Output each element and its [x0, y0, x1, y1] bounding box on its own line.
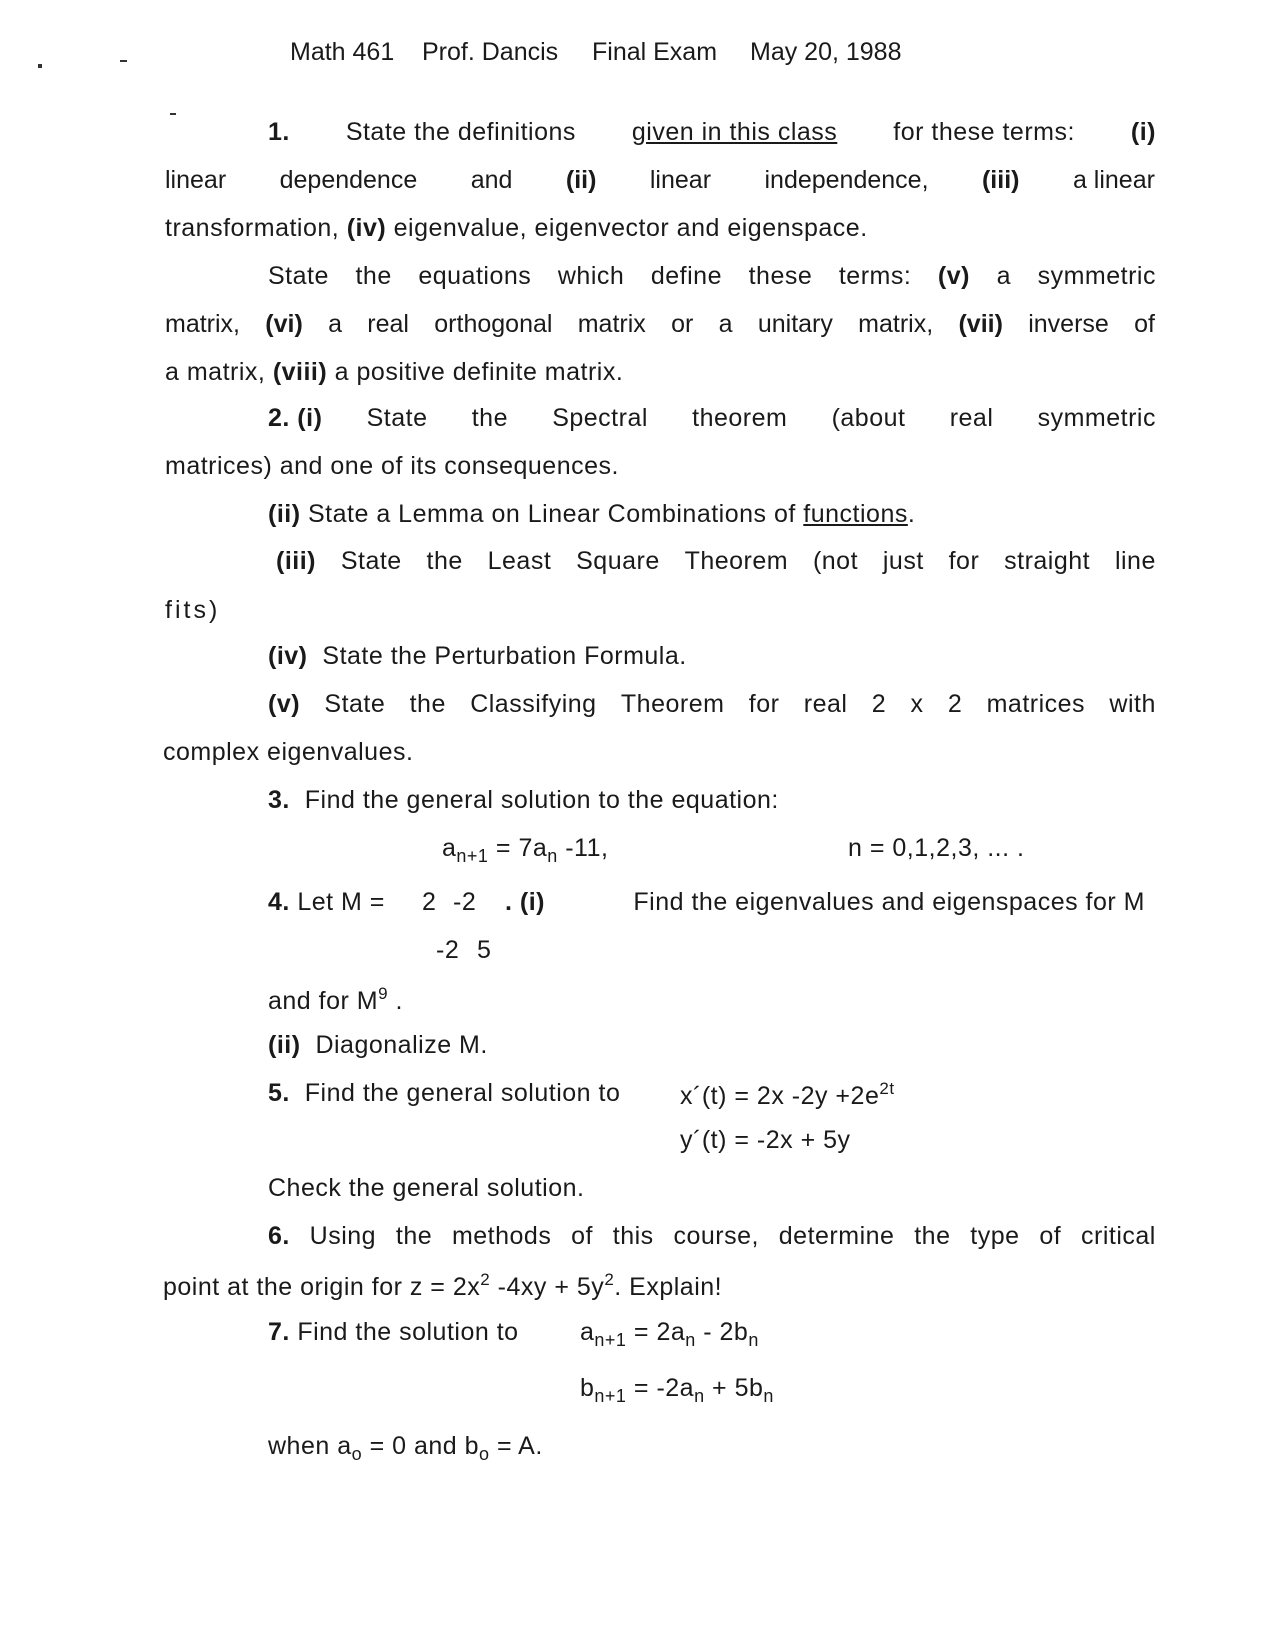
- q4-part-ii-label: (ii): [268, 1031, 301, 1059]
- q5-text: Find the general solution to: [304, 1079, 621, 1107]
- q1-line-4: [268, 262, 1156, 291]
- eq-subscript: n: [685, 1330, 696, 1350]
- eq-subscript: o: [479, 1444, 490, 1464]
- q2-part-iii: [276, 547, 1156, 576]
- eq-superscript: 2t: [879, 1079, 895, 1098]
- q5-check: Check the general solution.: [268, 1174, 585, 1202]
- word: matrix,: [858, 310, 934, 338]
- q1-line-3: [165, 214, 868, 243]
- q3-number: 3.: [268, 786, 290, 814]
- word: 2: [871, 690, 887, 718]
- q2-part-v: [268, 690, 1156, 719]
- word: these: [748, 262, 813, 290]
- matrix-m21: -2: [436, 936, 460, 964]
- q2-part-ii-label: (ii): [268, 500, 301, 528]
- scan-speck: [38, 64, 42, 68]
- eq-subscript: n+1: [456, 846, 489, 866]
- word: (not: [812, 547, 859, 575]
- q1-line-5: [165, 310, 1155, 339]
- word: line: [1114, 547, 1156, 575]
- q2-number: 2. (i): [268, 404, 323, 432]
- period: .: [395, 987, 403, 1015]
- q6-line-1: [268, 1222, 1156, 1251]
- eq-part: + 5b: [704, 1374, 764, 1402]
- word: determine: [778, 1222, 895, 1250]
- word: dependence: [279, 166, 418, 194]
- word: for: [748, 690, 780, 718]
- eq-part: -11,: [557, 834, 609, 862]
- q3-equation: [442, 834, 608, 867]
- q1-number: 1.: [268, 118, 290, 146]
- q7-equation-1: [580, 1318, 759, 1351]
- word: with: [1109, 690, 1156, 718]
- eq-subscript: n: [763, 1386, 774, 1406]
- eq-part: = -2a: [626, 1374, 695, 1402]
- word: type: [970, 1222, 1020, 1250]
- word: inverse: [1028, 310, 1109, 338]
- q4-prompt: [268, 888, 385, 917]
- word: a positive definite matrix.: [334, 358, 624, 386]
- q1-part-viii: (viii): [272, 358, 328, 386]
- q2-part-iii-cont: fits): [165, 596, 221, 624]
- q4-part-ii: [268, 1031, 488, 1060]
- word: for: [948, 547, 980, 575]
- word: equations: [418, 262, 532, 290]
- q1-part-iii: (iii): [981, 166, 1020, 194]
- word: Theorem: [620, 690, 725, 718]
- word: unitary: [757, 310, 833, 338]
- exam-date: May 20, 1988: [750, 38, 902, 66]
- word: a: [996, 262, 1011, 290]
- matrix-m12: -2: [453, 888, 477, 916]
- word: which: [557, 262, 625, 290]
- period: .: [907, 500, 916, 528]
- q7-initial-conditions: [268, 1432, 543, 1465]
- eq-part: x´(t) = 2x -2y +2e: [680, 1082, 880, 1110]
- matrix-m22: 5: [477, 936, 492, 964]
- q1-text-b: for these terms:: [893, 118, 1075, 146]
- word: Least: [487, 547, 552, 575]
- word: Classifying: [470, 690, 597, 718]
- q6-line-2: [163, 1270, 722, 1302]
- q4-and-for-text: and for M: [268, 987, 379, 1015]
- q4-part-ii-text: Diagonalize M.: [315, 1031, 488, 1059]
- eq-superscript: 2: [604, 1270, 615, 1289]
- q2-underlined-word: functions: [803, 500, 908, 528]
- q2-part-v-label: (v): [268, 690, 301, 718]
- q3-prompt: [268, 786, 779, 815]
- q1-part-i: (i): [1130, 118, 1156, 146]
- course-title: Math 461: [290, 38, 395, 66]
- word: State: [324, 690, 386, 718]
- q4-power: 9: [378, 984, 389, 1003]
- word: the: [355, 262, 392, 290]
- word: a: [328, 310, 342, 338]
- q7-number: 7.: [268, 1318, 290, 1346]
- q1-part-iv: (iv): [346, 214, 387, 242]
- eq-part: point at the origin for z = 2x: [163, 1273, 481, 1301]
- eq-part: - 2b: [695, 1318, 749, 1346]
- scan-speck: [170, 113, 176, 115]
- q2-line-1: [268, 404, 1156, 433]
- q4-let: Let M =: [297, 888, 385, 916]
- q1-line-6: [165, 358, 623, 387]
- q1-part-v: (v): [937, 262, 970, 290]
- q4-part-i: [505, 888, 1145, 917]
- q5-equation-1: [680, 1079, 895, 1111]
- eq-subscript: n: [748, 1330, 759, 1350]
- word: real: [367, 310, 409, 338]
- word: of: [571, 1222, 593, 1250]
- eq-part: . Explain!: [614, 1273, 723, 1301]
- q5-equation-2: y´(t) = -2x + 5y: [680, 1126, 851, 1154]
- q1-line-1: [268, 118, 1156, 147]
- word: 2: [947, 690, 963, 718]
- q1-underlined-phrase: given in this class: [631, 118, 838, 146]
- word: Square: [576, 547, 660, 575]
- word: eigenvalue, eigenvector and eigenspace.: [393, 214, 868, 242]
- eq-subscript: n+1: [594, 1330, 627, 1350]
- q5-number: 5.: [268, 1079, 290, 1107]
- word: symmetric: [1037, 404, 1156, 432]
- word: methods: [451, 1222, 552, 1250]
- q4-part-i-label: . (i): [505, 888, 545, 916]
- word: Theorem: [684, 547, 789, 575]
- word: symmetric: [1037, 262, 1156, 290]
- word: State: [268, 262, 329, 290]
- q3-range: n = 0,1,2,3, ... .: [848, 834, 1025, 862]
- word: x: [910, 690, 924, 718]
- q2-line-2: matrices) and one of its consequences.: [165, 452, 619, 480]
- word: the: [914, 1222, 951, 1250]
- word: critical: [1081, 1222, 1156, 1250]
- word: just: [882, 547, 924, 575]
- q6-number: 6.: [268, 1222, 290, 1250]
- word: (about: [831, 404, 906, 432]
- eq-part: a: [580, 1318, 595, 1346]
- word: a linear: [1072, 166, 1155, 194]
- q3-text: Find the general solution to the equation:: [304, 786, 779, 814]
- eq-part: b: [580, 1374, 595, 1402]
- word: and: [470, 166, 513, 194]
- q2-part-iv: [268, 642, 687, 671]
- word: or: [671, 310, 694, 338]
- word: independence,: [764, 166, 929, 194]
- eq-part: a: [442, 834, 457, 862]
- word: matrices: [986, 690, 1086, 718]
- word: of: [1134, 310, 1155, 338]
- q5-prompt: [268, 1079, 620, 1108]
- word: the: [409, 690, 446, 718]
- eq-part: when a: [268, 1432, 352, 1460]
- eq-subscript: n: [547, 846, 558, 866]
- q2-part-ii: [268, 500, 915, 529]
- eq-superscript: 2: [480, 1270, 491, 1289]
- word: a matrix,: [165, 358, 266, 386]
- eq-part: = 7a: [488, 834, 548, 862]
- q2-part-ii-text: State a Lemma on Linear Combinations of: [308, 500, 796, 528]
- q2-part-iv-text: State the Perturbation Formula.: [322, 642, 687, 670]
- word: terms:: [838, 262, 912, 290]
- word: real: [949, 404, 994, 432]
- eq-part: -4xy + 5y: [490, 1273, 605, 1301]
- professor-name: Prof. Dancis: [422, 38, 559, 66]
- word: the: [426, 547, 463, 575]
- word: course,: [673, 1222, 759, 1250]
- q1-line-2: [165, 166, 1155, 195]
- q1-part-vii: (vii): [958, 310, 1003, 338]
- eq-subscript: o: [351, 1444, 363, 1464]
- word: matrix,: [165, 310, 240, 338]
- eq-subscript: n+1: [594, 1386, 627, 1406]
- eq-part: = 0 and b: [362, 1432, 480, 1460]
- word: State: [340, 547, 402, 575]
- q2-part-v-cont: complex eigenvalues.: [163, 738, 414, 766]
- q7-prompt: [268, 1318, 519, 1347]
- word: State: [366, 404, 428, 432]
- q2-part-iv-label: (iv): [268, 642, 308, 670]
- word: the: [395, 1222, 433, 1250]
- scan-speck: [120, 60, 127, 62]
- word: straight: [1004, 547, 1091, 575]
- word: Spectral: [552, 404, 648, 432]
- q7-equation-2: [580, 1374, 774, 1407]
- word: real: [803, 690, 848, 718]
- word: of: [1039, 1222, 1062, 1250]
- word: linear: [165, 166, 227, 194]
- q1-text-a: State the definitions: [345, 118, 576, 146]
- q1-part-vi: (vi): [265, 310, 303, 338]
- word: the: [471, 404, 508, 432]
- word: a: [718, 310, 733, 338]
- word: linear: [649, 166, 712, 194]
- word: orthogonal: [434, 310, 553, 338]
- word: define: [650, 262, 722, 290]
- q4-and-for: [268, 984, 403, 1016]
- word: theorem: [692, 404, 788, 432]
- q1-part-ii: (ii): [565, 166, 597, 194]
- word: this: [612, 1222, 654, 1250]
- eq-subscript: n: [694, 1386, 705, 1406]
- word: transformation,: [165, 214, 340, 242]
- eq-part: = A.: [489, 1432, 543, 1460]
- matrix-m11: 2: [422, 888, 437, 916]
- q2-part-iii-label: (iii): [276, 547, 316, 575]
- q7-text: Find the solution to: [297, 1318, 519, 1346]
- word: matrix: [577, 310, 646, 338]
- exam-title: Final Exam: [592, 38, 718, 66]
- q4-part-i-text: Find the eigenvalues and eigenspaces for M: [633, 888, 1145, 916]
- eq-part: = 2a: [626, 1318, 686, 1346]
- q4-number: 4.: [268, 888, 290, 916]
- word: Using: [309, 1222, 377, 1250]
